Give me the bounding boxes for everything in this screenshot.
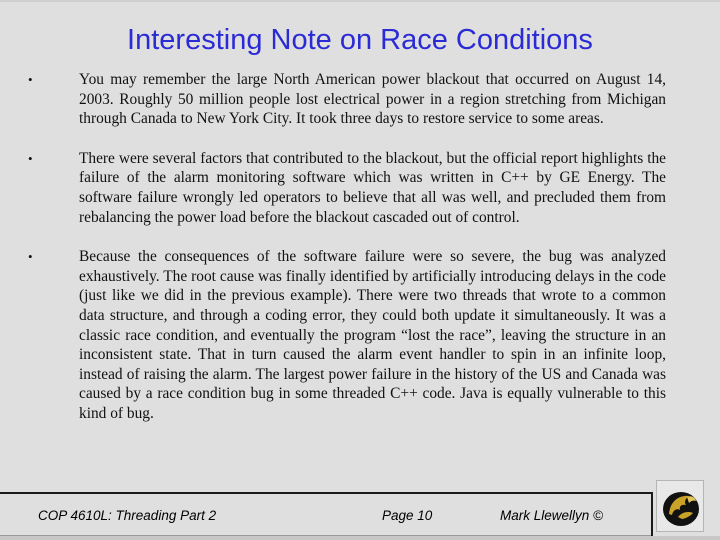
bottom-strip (0, 536, 720, 540)
ucf-pegasus-logo-icon (660, 486, 702, 528)
bullet-list (28, 70, 668, 444)
bullet-text: You may remember the large North American power blackout that occurred on August 14, 2003. Roughly 50 million people lost electrical power in a region stretching from Michigan through Canada to New York City. It took three days to restore service to some areas. (79, 71, 666, 128)
slide-title: Interesting Note on Race Conditions (127, 24, 593, 56)
bullet-text: Because the consequences of the software failure were so severe, the bug was analyzed exhaustively. The root cause was finally identified by artificially introducing delays in the code (just like we did in the previous example). There were two threads that wrote to a common data structure, and through a coding error, they could both update it simultaneously. It was a classic race condition, and eventually the program “lost the race”, leaving the structure in an inconsistent state. That in turn caused the alarm event handler to spin in an infinite loop, instead of raising the alarm. The largest power failure in the history of the US and Canada was caused by a race condition bug in some threaded C++ code. Java is equally vulnerable to this kind of bug. (79, 248, 666, 422)
bullet-item (28, 149, 668, 227)
bullet-dot-icon: • (28, 150, 33, 166)
bullet-item (28, 70, 668, 129)
logo (656, 480, 704, 532)
top-border (0, 0, 720, 2)
bullet-text: There were several factors that contributed to the blackout, but the official report highlights the failure of the alarm monitoring software which was written in C++ by GE Energy. The software failure wrongly led operators to believe that all was well, and precluded them from rebalancing the power load before the blackout cascaded out of control. (79, 149, 666, 226)
footer-author: Mark Llewellyn © (500, 508, 603, 523)
bullet-dot-icon: • (28, 249, 33, 265)
footer-course: COP 4610L: Threading Part 2 (38, 508, 217, 523)
footer-page-number: Page 10 (382, 508, 433, 523)
bullet-dot-icon: • (28, 72, 33, 87)
bullet-item (28, 247, 668, 423)
